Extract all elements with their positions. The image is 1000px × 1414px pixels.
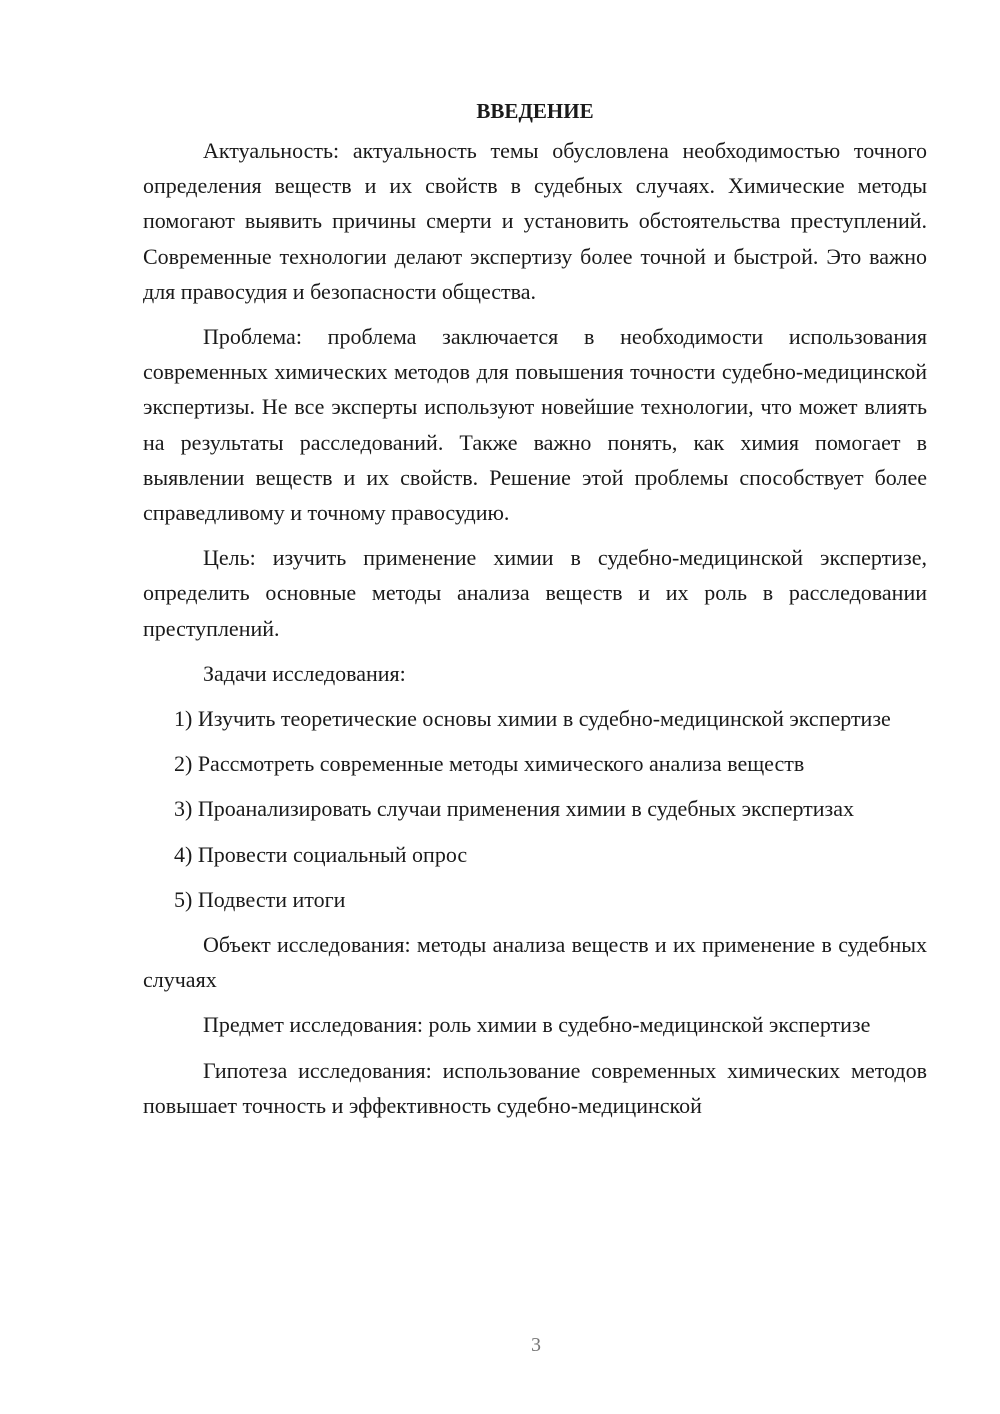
paragraph-subject: Предмет исследования: роль химии в судебно-медицинской экспертизе <box>203 1012 871 1038</box>
task-item: 4) Провести социальный опрос <box>174 841 468 867</box>
paragraph-tasks-heading: Задачи исследования: <box>203 660 406 686</box>
page-content <box>143 94 927 1133</box>
paragraph-relevance: Актуальность: актуальность темы обусловлена необходимостью точного определения веществ и их свойств в судебных случаях. Химические методы помогают выявить причины смерти и установить обстоятельства преступлений. Современные технологии делают экспертизу более точной и быстрой. Это важно для правосудия и безопасности общества. <box>143 138 927 304</box>
task-item: 1) Изучить теоретические основы химии в судебно-медицинской экспертизе <box>174 706 891 732</box>
task-item: 2) Рассмотреть современные методы химического анализа веществ <box>174 751 805 777</box>
paragraph-problem: Проблема: проблема заключается в необходимости использования современных химических методов для повышения точности судебно-медицинской экспертизы. Не все эксперты используют новейшие технологии, что может влиять на результаты расследований. Также важно понять, как химия помогает в выявлении веществ и их свойств. Решение этой проблемы способствует более справедливому и точному правосудию. <box>143 324 927 526</box>
paragraph-hypothesis: Гипотеза исследования: использование современных химических методов повышает точность и эффективность судебно-медицинской <box>143 1057 927 1118</box>
task-item: 3) Проанализировать случаи применения химии в судебных экспертизах <box>174 796 855 822</box>
page-number: 3 <box>531 1334 541 1356</box>
paragraph-object: Объект исследования: методы анализа веществ и их применение в судебных случаях <box>143 932 927 993</box>
paragraph-goal: Цель: изучить применение химии в судебно-медицинской экспертизе, определить основные методы анализа веществ и их роль в расследовании преступлений. <box>143 545 927 641</box>
section-title: ВВЕДЕНИЕ <box>476 99 594 123</box>
task-item: 5) Подвести итоги <box>174 886 346 912</box>
